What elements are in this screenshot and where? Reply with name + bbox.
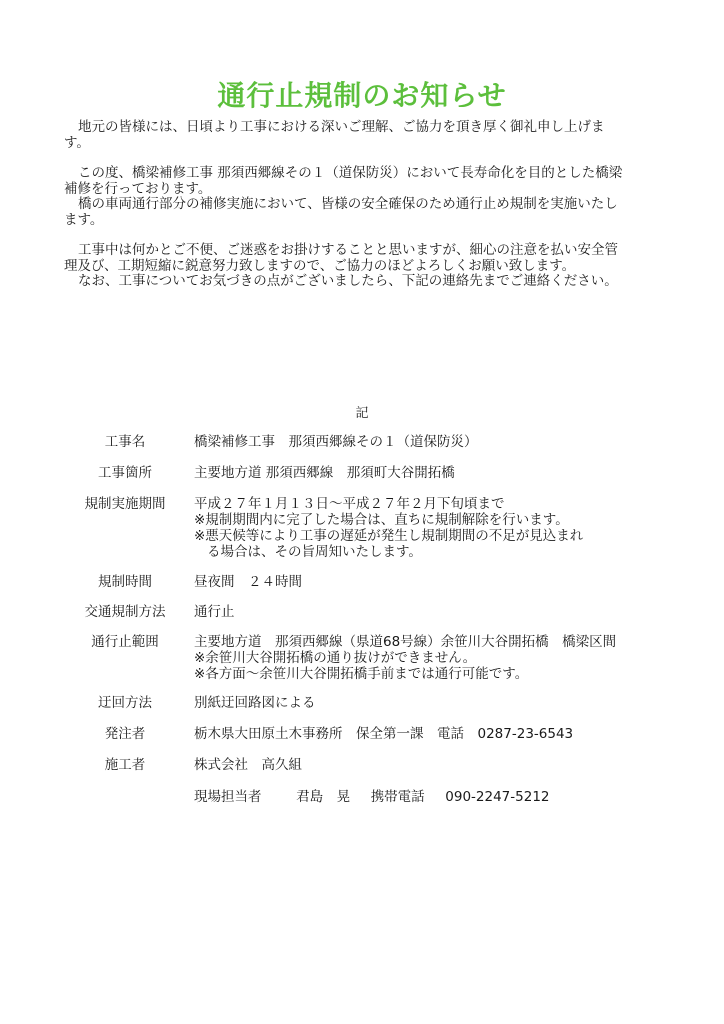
intro-paragraph-3: 橋の車両通行部分の補修実施において、皆様の安全確保のため通行止め規制を実施いたします。: [64, 196, 618, 228]
detail-value: 橋梁補修工事 那須西郷線その１（道保防災）: [194, 434, 478, 450]
intro-paragraph-5: なお、工事についてお気づきの点がございましたら、下記の連絡先までご連絡ください。: [78, 273, 618, 289]
detail-note: ※規制期間内に完了した場合は、直ちに規制解除を行います。: [194, 512, 569, 528]
site-manager-contact: [194, 785, 550, 805]
detail-note: ※悪天候等により工事の遅延が発生し規制期間の不足が見込まれ: [194, 528, 584, 544]
page-title: 通行止規制のお知らせ: [217, 79, 507, 112]
site-manager-phone: 090-2247-5212: [445, 789, 550, 805]
detail-value: 別紙迂回路図による: [194, 695, 316, 711]
site-manager-phone-label: 携帯電話: [370, 789, 425, 805]
detail-label: 通行止範囲: [91, 634, 159, 650]
detail-label: 工事箇所: [98, 465, 152, 481]
site-manager-label: 現場担当者: [194, 789, 262, 805]
detail-value: 主要地方道 那須西郷線（県道68号線）余笹川大谷開拓橋 橋梁区間: [194, 634, 617, 650]
detail-value: 昼夜間 ２４時間: [194, 574, 302, 590]
detail-note: ※各方面～余笹川大谷開拓橋手前までは通行可能です。: [194, 666, 529, 682]
intro-paragraph-2: この度、橋梁補修工事 那須西郷線その１（道保防災）において長寿命化を目的とした橋梁補修を行っております。: [64, 165, 623, 197]
detail-label: 交通規制方法: [84, 604, 166, 620]
detail-label: 工事名: [104, 434, 146, 450]
detail-label: 発注者: [104, 726, 146, 742]
detail-label: 迂回方法: [98, 695, 152, 711]
detail-value: 主要地方道 那須西郷線 那須町大谷開拓橋: [194, 465, 455, 481]
intro-text: [64, 120, 624, 290]
detail-value: 通行止: [194, 604, 235, 620]
intro-paragraph-4: 工事中は何かとご不便、ご迷惑をお掛けすることと思いますが、細心の注意を払い安全管理及び、工期短縮に鋭意努力致しますので、ご協力のほどよろしくお願い致します。: [64, 242, 618, 274]
intro-paragraph-1: 地元の皆様には、日頃より工事における深いご理解、ご協力を頂き厚く御礼申し上げます。: [64, 119, 605, 151]
detail-label: 規制実施期間: [84, 496, 166, 512]
site-manager-name: 君島 晃: [296, 789, 351, 805]
detail-value: 栃木県大田原土木事務所 保全第一課 電話 0287-23-6543: [194, 726, 574, 742]
detail-value: 株式会社 高久組: [194, 757, 302, 773]
detail-label: 規制時間: [98, 574, 152, 590]
detail-note: ※余笹川大谷開拓橋の通り抜けができません。: [194, 650, 477, 666]
ki-heading: 記: [355, 406, 369, 421]
detail-value: 平成２７年１月１３日～平成２７年２月下旬頃まで: [194, 496, 505, 512]
detail-label: 施工者: [104, 757, 146, 773]
detail-note: る場合は、その旨周知いたします。: [207, 544, 422, 560]
